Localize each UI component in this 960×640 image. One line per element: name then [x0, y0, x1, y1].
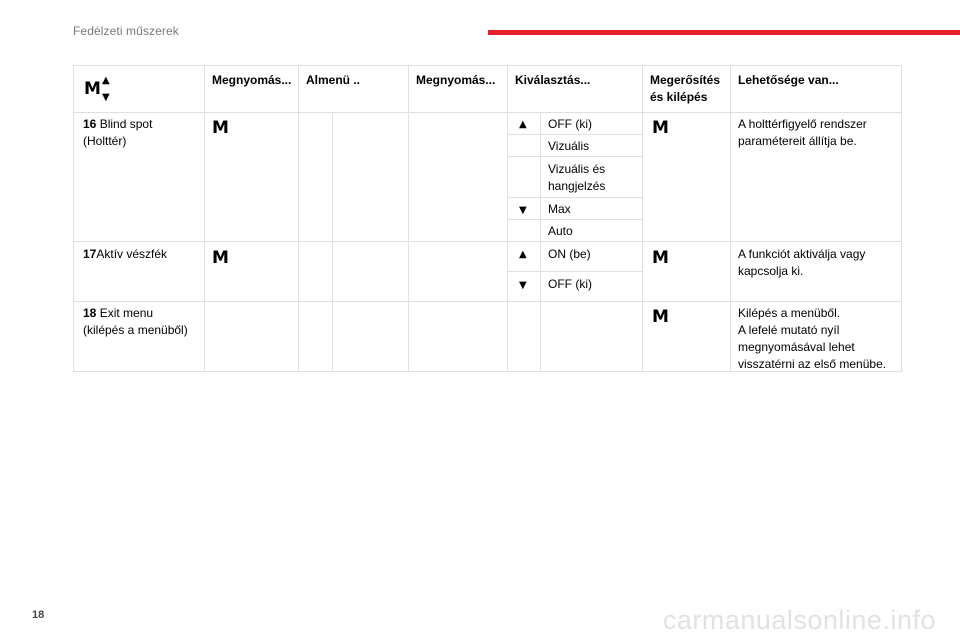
- row-divider: [74, 112, 901, 113]
- row-label: Exit menu: [99, 306, 154, 320]
- watermark: carmanualsonline.info: [662, 605, 936, 635]
- menu-button-icon: M: [652, 118, 669, 138]
- row-description: A holttérfigyelő rendszer paramétereit állítja be.: [738, 117, 867, 148]
- arrow-down-icon: ▼: [102, 92, 110, 103]
- option-item: OFF (ki): [548, 277, 592, 291]
- column-header: Kiválasztás...: [515, 73, 591, 87]
- option-divider: [507, 156, 642, 157]
- arrow-down-icon: ▼: [519, 205, 527, 216]
- arrow-up-icon: ▲: [519, 119, 527, 130]
- option-item: Vizuális: [548, 139, 590, 153]
- column-header: Megerősítés és kilépés: [650, 73, 721, 104]
- menu-button-icon: M: [212, 248, 229, 268]
- arrow-down-icon: ▼: [519, 280, 527, 291]
- table-row-label: [83, 246, 167, 263]
- page-number: 18: [32, 609, 45, 621]
- option-item: ON (be): [548, 247, 591, 261]
- option-divider: [507, 197, 642, 198]
- arrow-up-icon: ▲: [102, 75, 110, 86]
- row-label-sub: (Holttér): [83, 134, 127, 148]
- menu-button-icon: M: [212, 118, 229, 138]
- row-divider: [74, 241, 901, 242]
- header-accent-bar: [488, 30, 960, 35]
- option-item: Max: [548, 202, 571, 216]
- row-number: 18: [83, 306, 97, 320]
- column-header: Lehetősége van...: [738, 73, 839, 87]
- option-item: OFF (ki): [548, 117, 592, 131]
- column-header: Megnyomás...: [416, 73, 496, 87]
- row-label: Aktív vészfék: [96, 247, 168, 261]
- row-description-line: A lefelé mutató nyíl megnyomásával lehet visszatérni az első menübe.: [738, 323, 887, 371]
- option-item: Vizuális és hangjelzés: [548, 162, 606, 193]
- row-divider: [74, 301, 901, 302]
- menu-button-icon: M: [652, 248, 669, 268]
- column-header: Almenü ..: [306, 73, 361, 87]
- option-divider: [507, 219, 642, 220]
- option-item: Auto: [548, 224, 573, 238]
- row-description: [738, 305, 898, 373]
- row-number: 16: [83, 117, 97, 131]
- table-row-label: [83, 116, 152, 150]
- row-label: Blind spot: [99, 117, 153, 131]
- menu-button-icon: M: [84, 79, 101, 99]
- row-number: 17: [83, 247, 97, 261]
- row-description: A funkciót aktiválja vagy kapcsolja ki.: [738, 247, 866, 278]
- menu-button-icon: M: [652, 307, 669, 327]
- row-label-sub: (kilépés a menüből): [83, 323, 188, 337]
- settings-table: [73, 65, 902, 372]
- section-title: Fedélzeti műszerek: [73, 24, 179, 38]
- option-divider: [507, 271, 642, 272]
- table-row-label: [83, 305, 188, 339]
- arrow-up-icon: ▲: [519, 249, 527, 260]
- option-divider: [507, 134, 642, 135]
- column-header: Megnyomás...: [212, 73, 292, 87]
- row-description-line: Kilépés a menüből.: [738, 306, 841, 320]
